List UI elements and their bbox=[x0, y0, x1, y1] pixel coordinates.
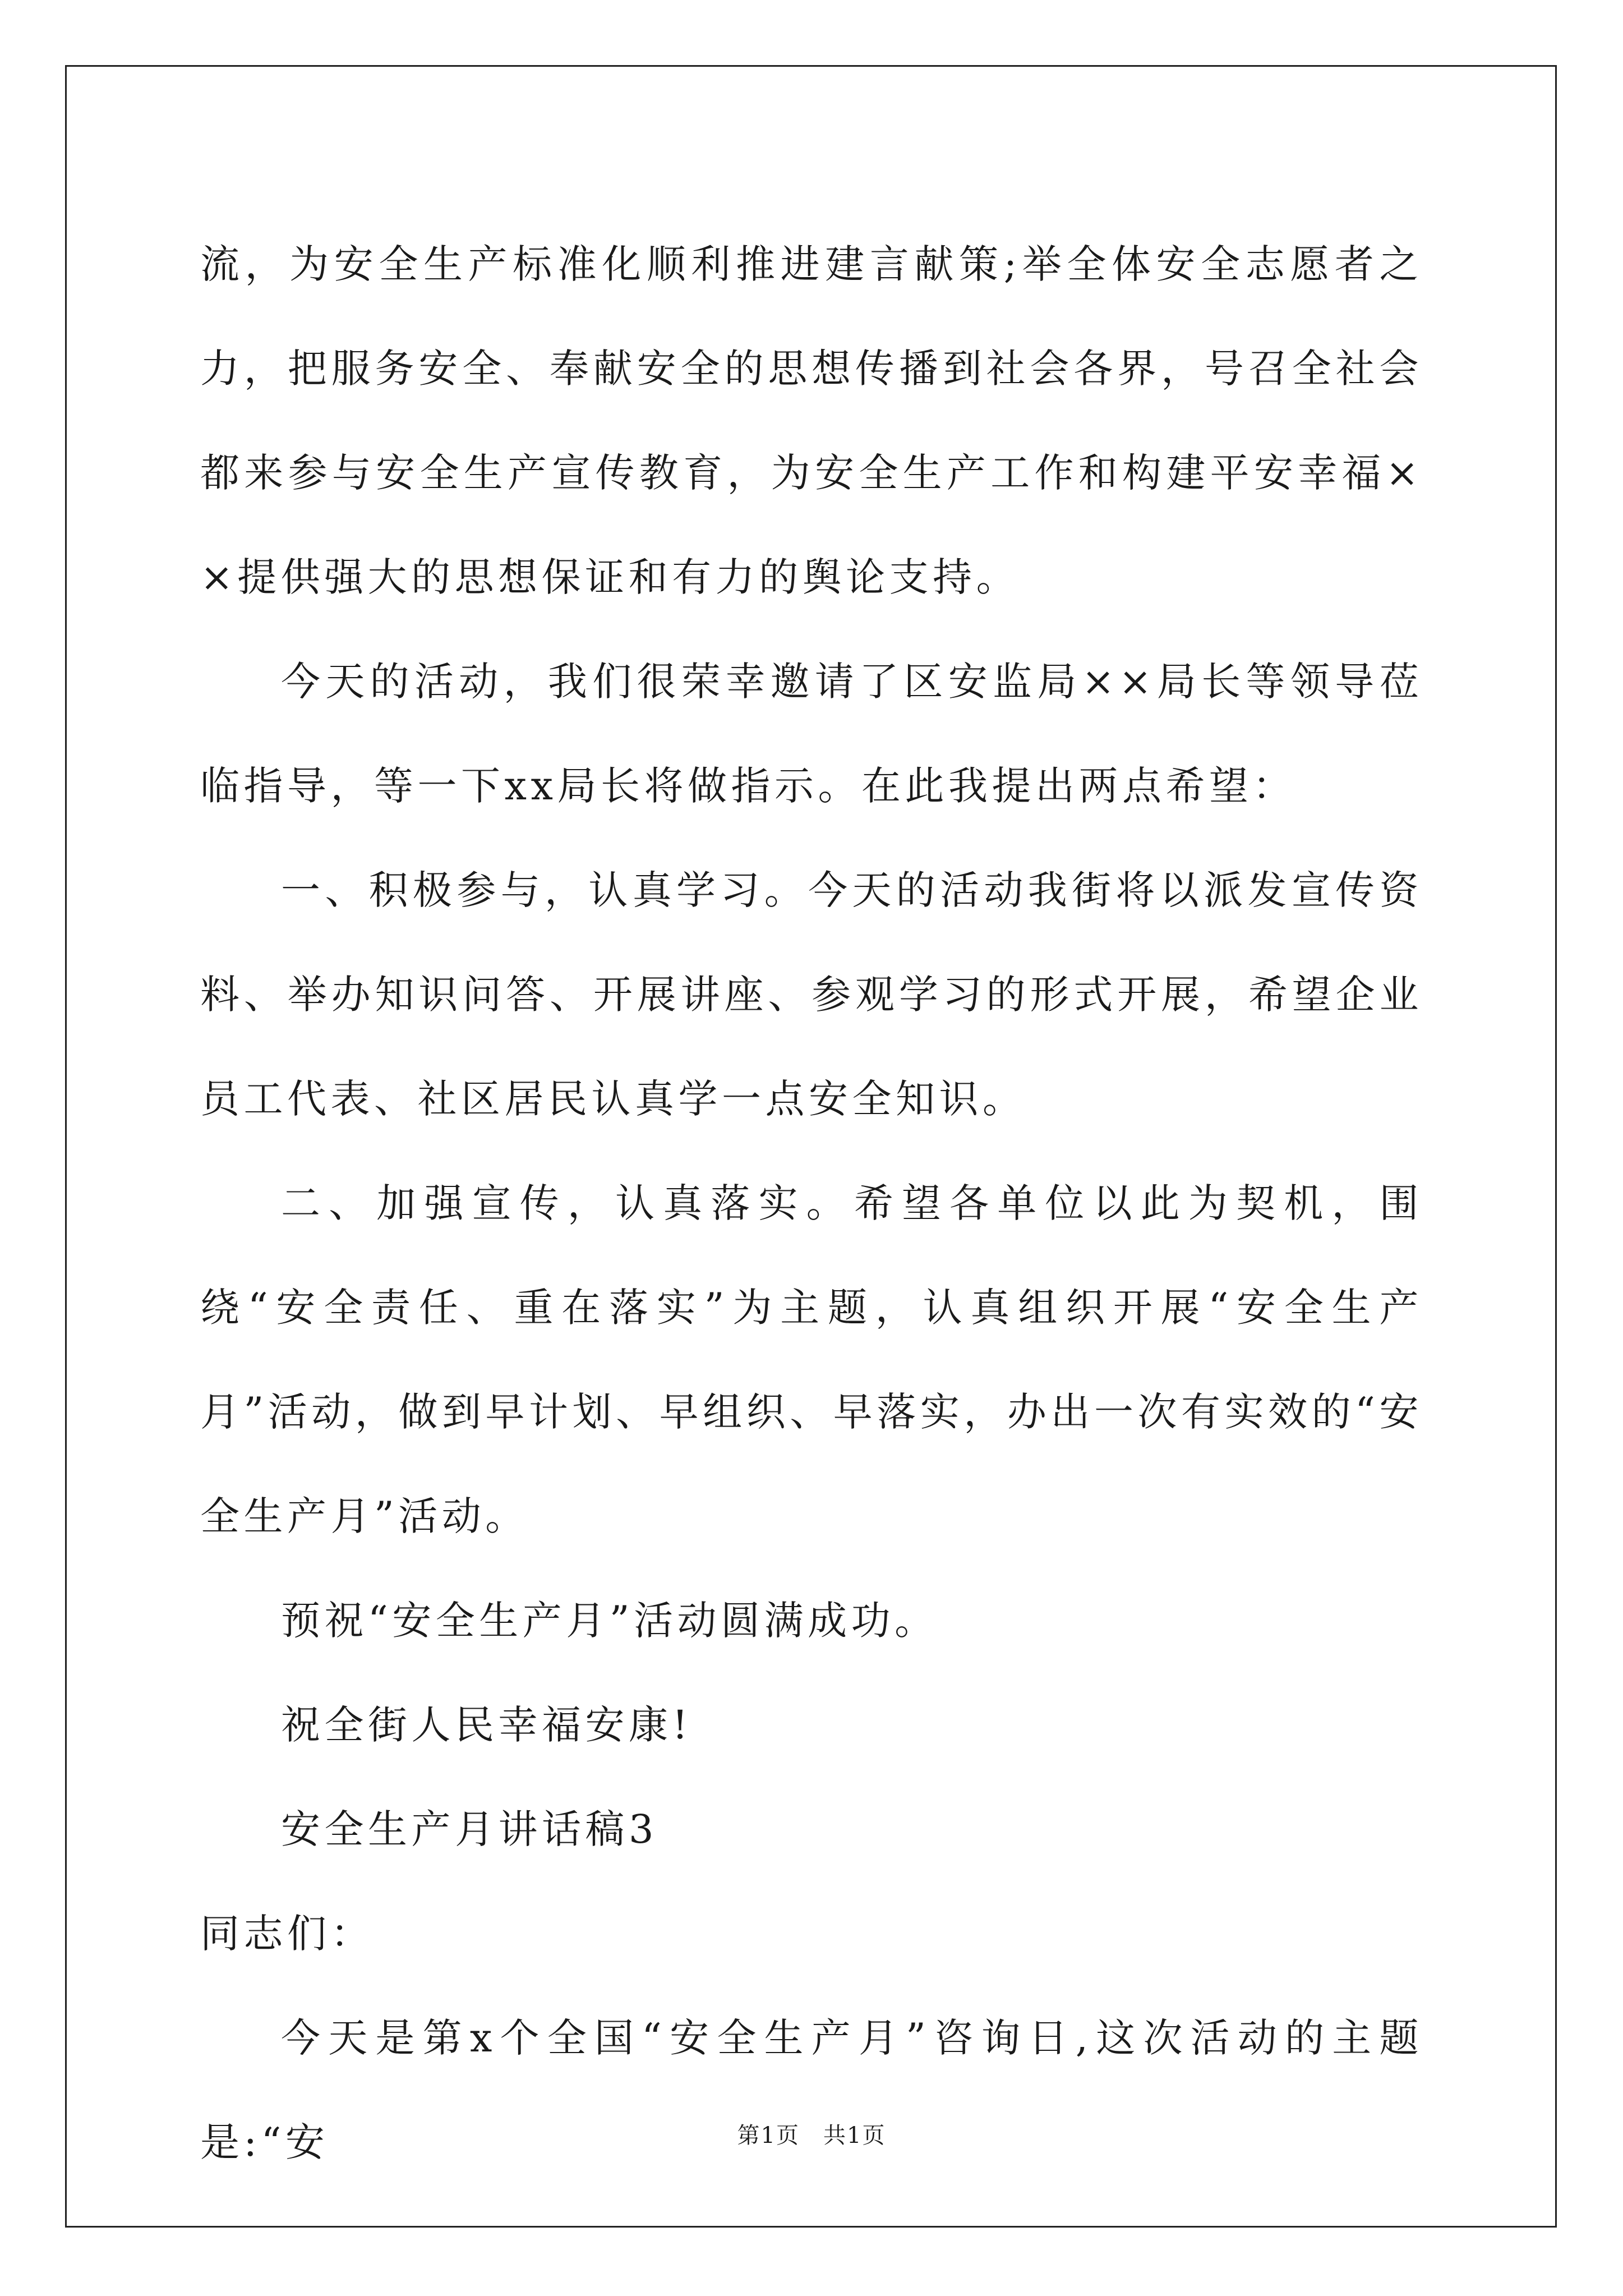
paragraph-4: 二、加强宣传，认真落实。希望各单位以此为契机，围绕“安全责任、重在落实”为主题，认真组织开展“安全生产月”活动，做到早计划、早组织、早落实，办出一次有实效的“安全生产月”活动。 bbox=[200, 1180, 1423, 1539]
salutation: 同志们： bbox=[200, 1911, 374, 1957]
document-body bbox=[200, 212, 1423, 2194]
paragraph-3: 一、积极参与，认真学习。今天的活动我街将以派发宣传资料、举办知识问答、开展讲座、参观学习的形式开展，希望企业员工代表、社区居民认真学一点安全知识。 bbox=[200, 867, 1423, 1122]
paragraph-2: 今天的活动，我们很荣幸邀请了区安监局××局长等领导莅临指导，等一下xx局长将做指示。在此我提出两点希望： bbox=[200, 659, 1423, 809]
paragraph-1: 流，为安全生产标准化顺利推进建言献策;举全体安全志愿者之力，把服务安全、奉献安全的思想传播到社会各界，号召全社会都来参与安全生产宣传教育，为安全生产工作和构建平安幸福××提供强大的思想保证和有力的舆论支持。 bbox=[200, 241, 1423, 600]
section-heading: 安全生产月讲话稿3 bbox=[281, 1806, 658, 1852]
paragraph-9: 今天是第x个全国“安全生产月”咨询日,这次活动的主题是:“安 bbox=[200, 2015, 1423, 2165]
paragraph-6: 祝全街人民幸福安康! bbox=[281, 1702, 693, 1748]
paragraph-5: 预祝“安全生产月”活动圆满成功。 bbox=[281, 1598, 938, 1644]
page-footer: 第1页 共1页 bbox=[737, 2123, 886, 2148]
